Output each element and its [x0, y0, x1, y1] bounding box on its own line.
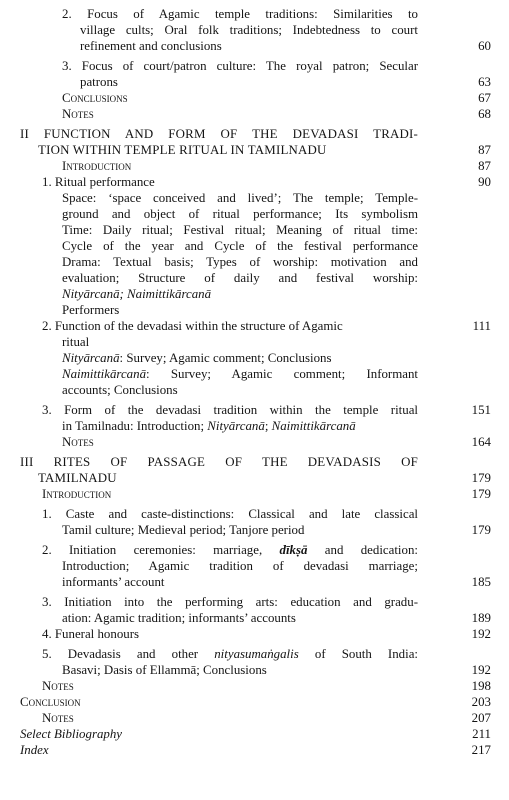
toc-page-number: 87 [478, 143, 491, 157]
toc-page-number: 192 [471, 627, 491, 641]
toc-entry-text: in Tamilnadu: Introduction; Nityārcanā; Naimittikārcanā [62, 419, 356, 433]
toc-entry-text: 3. Form of the devadasi tradition within the temple ritual [42, 403, 418, 417]
toc-line [0, 106, 509, 122]
toc-line [0, 662, 509, 678]
toc-entry-text: 3. Focus of court/patron culture: The royal patron; Secular [62, 59, 418, 73]
toc-entry-text: Introduction [62, 159, 132, 173]
toc-line [0, 382, 509, 398]
toc-page-number: 207 [471, 711, 491, 725]
toc-entry-text: refinement and conclusions [80, 39, 222, 53]
toc-line [0, 74, 509, 90]
toc-line [0, 158, 509, 174]
toc-line [0, 742, 509, 758]
toc-entry-text: Time: Daily ritual; Festival ritual; Meaning of ritual time: [62, 223, 418, 237]
toc-entry-text: informants’ account [62, 575, 165, 589]
toc-page-number: 198 [471, 679, 491, 693]
toc-line [0, 254, 509, 270]
toc-entry-text: 3. Initiation into the performing arts: education and gradu- [42, 595, 418, 609]
toc-line [0, 486, 509, 502]
toc-entry-text: Naimittikārcanā: Survey; Agamic comment; Informant [62, 367, 418, 381]
toc-line [0, 318, 509, 334]
toc-page-number: 211 [472, 727, 491, 741]
toc-line [0, 470, 509, 486]
toc-entry-text: 1. Caste and caste-distinctions: Classical and late classical [42, 507, 418, 521]
toc-line [0, 574, 509, 590]
toc-page-number: 203 [471, 695, 491, 709]
toc-line [0, 434, 509, 450]
toc-page-number: 179 [471, 487, 491, 501]
toc-line [0, 506, 509, 522]
toc-entry-text: accounts; Conclusions [62, 383, 178, 397]
toc-entry-text: 5. Devadasis and other nityasumaṅgalis of South India: [42, 647, 419, 661]
toc-entry-text: Conclusion [20, 695, 81, 709]
toc-entry-text: Nityārcanā: Survey; Agamic comment; Conclusions [62, 351, 332, 365]
toc-page-number: 90 [478, 175, 491, 189]
toc-line [0, 402, 509, 418]
toc-page-number: 179 [471, 471, 491, 485]
toc-line [0, 126, 509, 142]
toc-page-number: 67 [478, 91, 491, 105]
toc-entry-text: Cycle of the year and Cycle of the festival performance [62, 239, 418, 253]
toc-line [0, 58, 509, 74]
toc-entry-text: Index [20, 743, 49, 757]
toc-entry-text: 1. Ritual performance [42, 175, 155, 189]
toc-entry-text: Introduction [42, 487, 112, 501]
toc-line [0, 6, 509, 22]
toc-line [0, 38, 509, 54]
toc-entry-text: Nityārcanā; Naimittikārcanā [62, 287, 212, 301]
toc-entry-text: Tamil culture; Medieval period; Tanjore period [62, 523, 305, 537]
toc-page-number: 164 [471, 435, 491, 449]
toc-line [0, 174, 509, 190]
toc-line [0, 522, 509, 538]
toc-entry-text: Introduction; Agamic tradition of devadasi marriage; [62, 559, 418, 573]
toc-entry-text: Drama: Textual basis; Types of worship: motivation and [62, 255, 418, 269]
toc-line [0, 646, 509, 662]
toc-line [0, 222, 509, 238]
toc-entry-text: ritual [62, 335, 90, 349]
toc-page-number: 151 [471, 403, 491, 417]
toc-line [0, 558, 509, 574]
toc-entry-text: TAMILNADU [38, 471, 117, 485]
toc-line [0, 238, 509, 254]
toc-page-number: 111 [472, 319, 491, 333]
toc-line [0, 270, 509, 286]
toc-entry-text: Performers [62, 303, 120, 317]
toc-page-number: 185 [471, 575, 491, 589]
toc-line [0, 22, 509, 38]
toc-page-number: 60 [478, 39, 491, 53]
toc-entry-text: ground and object of ritual performance; Its symbolism [62, 207, 418, 221]
toc-line [0, 90, 509, 106]
toc-line [0, 418, 509, 434]
toc-entry-text: TION WITHIN TEMPLE RITUAL IN TAMILNADU [38, 143, 327, 157]
toc-line [0, 542, 509, 558]
toc-line [0, 678, 509, 694]
toc-page-number: 189 [471, 611, 491, 625]
toc-entry-text: patrons [80, 75, 118, 89]
toc-line [0, 626, 509, 642]
toc-line [0, 726, 509, 742]
toc-entry-text: 4. Funeral honours [42, 627, 140, 641]
toc-page-number: 192 [471, 663, 491, 677]
toc-entry-text: Space: ‘space conceived and lived’; The temple; Temple- [62, 191, 418, 205]
toc-line [0, 454, 509, 470]
toc-line [0, 610, 509, 626]
toc-entry-text: Notes [62, 107, 94, 121]
toc-entry-text: 2. Focus of Agamic temple traditions: Similarities to [62, 7, 418, 21]
toc-entry-text: Notes [42, 711, 74, 725]
toc-entry-text: village cults; Oral folk traditions; Indebtedness to court [80, 23, 418, 37]
toc-page-number: 68 [478, 107, 491, 121]
toc-entry-text: evaluation; Structure of daily and festival worship: [62, 271, 418, 285]
toc-page-number: 179 [471, 523, 491, 537]
toc-line [0, 142, 509, 158]
toc-entry-text: Select Bibliography [20, 727, 123, 741]
toc-entry-text: ation: Agamic tradition; informants’ accounts [62, 611, 296, 625]
toc-page-number: 217 [471, 743, 491, 757]
toc-line [0, 206, 509, 222]
toc-entry-text: Conclusions [62, 91, 128, 105]
toc-line [0, 594, 509, 610]
toc-line [0, 350, 509, 366]
toc-line [0, 302, 509, 318]
toc-entry-text: Notes [42, 679, 74, 693]
toc-entry-text: 2. Function of the devadasi within the structure of Agamic [42, 319, 343, 333]
toc-entry-text: III RITES OF PASSAGE OF THE DEVADASIS OF [20, 455, 418, 469]
toc-line [0, 334, 509, 350]
toc-line [0, 694, 509, 710]
toc-line [0, 286, 509, 302]
toc-line [0, 710, 509, 726]
toc-entry-text: Basavi; Dasis of Ellammā; Conclusions [62, 663, 267, 677]
toc-entry-text: Notes [62, 435, 94, 449]
toc-entry-text: 2. Initiation ceremonies: marriage, dīkṣā and dedication: [42, 543, 418, 557]
toc-page-number: 87 [478, 159, 491, 173]
toc-page-number: 63 [478, 75, 491, 89]
toc-line [0, 366, 509, 382]
toc-entry-text: II FUNCTION AND FORM OF THE DEVADASI TRADI- [20, 127, 418, 141]
toc-line [0, 190, 509, 206]
